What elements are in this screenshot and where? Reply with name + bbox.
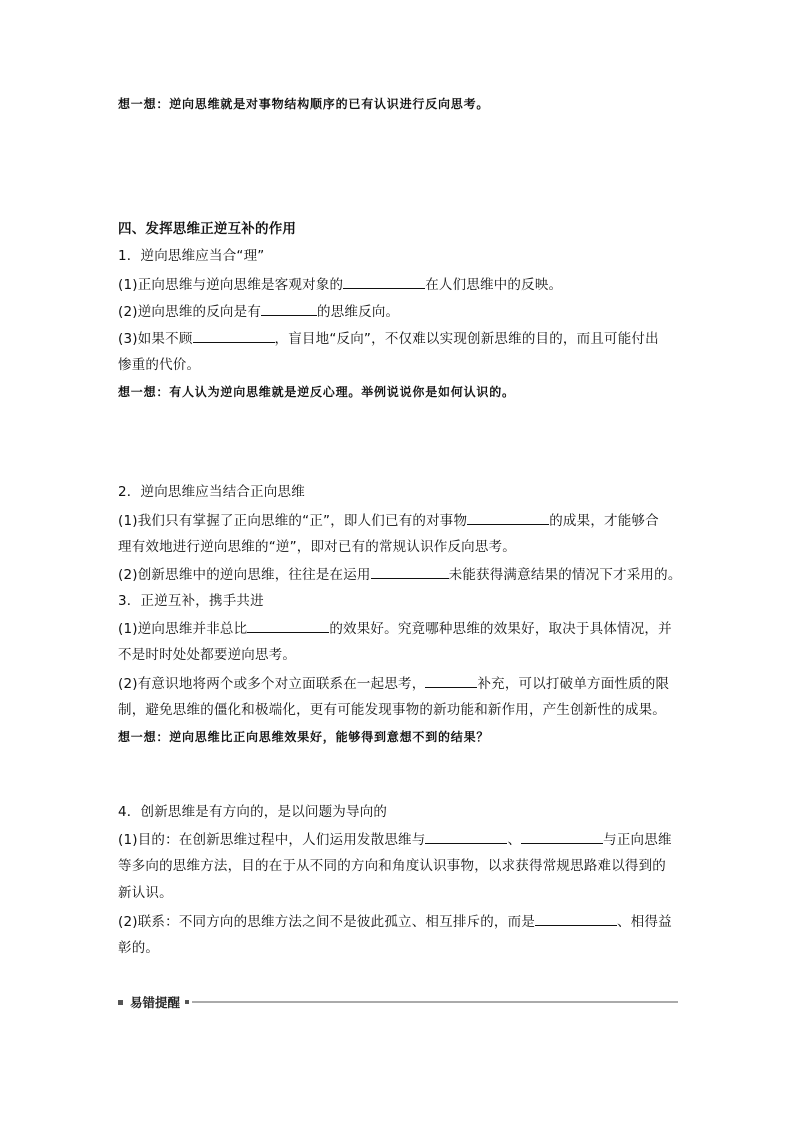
subsection-title-2: 2．逆向思维应当结合正向思维 (118, 484, 305, 500)
text: (2)逆向思维的反向是有 (118, 304, 262, 320)
text: (2)有意识地将两个或多个对立面联系在一起思考， (118, 676, 426, 692)
paragraph-1-3-cont: 惨重的代价。 (118, 357, 201, 373)
paragraph-4-2-cont: 彰的。 (118, 940, 160, 956)
text: 的思维反向。 (317, 304, 400, 320)
paragraph-3-1 (118, 618, 678, 639)
text: (1)逆向思维并非总比 (118, 621, 248, 637)
subsection-title-4: 4．创新思维是有方向的，是以问题为导向的 (118, 804, 388, 820)
paragraph-3-1-cont: 不是时时处处都要逆向思考。 (118, 647, 297, 663)
paragraph-2-1 (118, 510, 678, 531)
think-prompt-2: 想一想：有人认为逆向思维就是逆反心理。举例说说你是如何认识的。 (118, 385, 515, 399)
paragraph-3-2 (118, 673, 678, 694)
fill-blank[interactable] (371, 564, 449, 579)
text: 与正向思维 (603, 832, 672, 848)
square-bullet-icon (118, 1000, 123, 1005)
fill-blank[interactable] (425, 829, 507, 844)
fill-blank[interactable] (467, 510, 549, 525)
text: 在人们思维中的反映。 (425, 277, 563, 293)
text: (2)创新思维中的逆向思维，往往是在运用 (118, 567, 371, 583)
error-tip-header (118, 992, 678, 1012)
error-tip-label: 易错提醒 (130, 995, 181, 1010)
text: 、 (507, 832, 522, 848)
paragraph-4-2 (118, 911, 678, 932)
fill-blank[interactable] (343, 274, 425, 289)
square-bullet-icon (185, 1000, 189, 1004)
fill-blank[interactable] (193, 328, 275, 343)
divider (192, 1001, 678, 1003)
think-prompt-1: 想一想：逆向思维就是对事物结构顺序的已有认识进行反向思考。 (118, 97, 490, 111)
fill-blank[interactable] (535, 911, 617, 926)
text: 、相得益 (617, 914, 672, 930)
text: 的成果，才能够合 (549, 513, 659, 529)
text: ，盲目地“反向”，不仅难以实现创新思维的目的，而且可能付出 (274, 331, 659, 347)
text: 未能获得满意结果的情况下才采用的。 (448, 567, 682, 583)
text: 的效果好。究竟哪种思维的效果好，取决于具体情况，并 (329, 621, 672, 637)
paragraph-2-2 (118, 564, 682, 585)
subsection-title-3: 3．正逆互补，携手共进 (118, 593, 264, 609)
text: (3)如果不顾 (118, 331, 193, 347)
paragraph-4-1-cont: 等多向的思维方法，目的在于从不同的方向和角度认识事物，以求获得常规思路难以得到的 (118, 858, 666, 874)
paragraph-2-1-cont: 理有效地进行逆向思维的“逆”，即对已有的常规认识作反向思考。 (118, 539, 516, 555)
text: (1)我们只有掌握了正向思维的“正”，即人们已有的对事物 (118, 513, 468, 529)
paragraph-4-1 (118, 829, 678, 850)
paragraph-1-3 (118, 328, 678, 349)
text: 补充，可以打破单方面性质的限 (477, 676, 670, 692)
fill-blank[interactable] (261, 301, 317, 316)
think-prompt-3: 想一想：逆向思维比正向思维效果好，能够得到意想不到的结果？ (118, 730, 490, 744)
section-title-4: 四、发挥思维正逆互补的作用 (118, 221, 297, 237)
text: (1)正向思维与逆向思维是客观对象的 (118, 277, 344, 293)
fill-blank[interactable] (425, 673, 477, 688)
text: (1)目的：在创新思维过程中，人们运用发散思维与 (118, 832, 426, 848)
paragraph-1-2 (118, 301, 678, 322)
text: (2)联系：不同方向的思维方法之间不是彼此孤立、相互排斥的，而是 (118, 914, 536, 930)
fill-blank[interactable] (521, 829, 603, 844)
subsection-title-1: 1．逆向思维应当合“理” (118, 248, 265, 264)
paragraph-4-1-cont2: 新认识。 (118, 885, 173, 901)
fill-blank[interactable] (247, 618, 329, 633)
paragraph-3-2-cont: 制，避免思维的僵化和极端化，更有可能发现事物的新功能和新作用，产生创新性的成果。 (118, 702, 666, 718)
paragraph-1-1 (118, 274, 678, 295)
